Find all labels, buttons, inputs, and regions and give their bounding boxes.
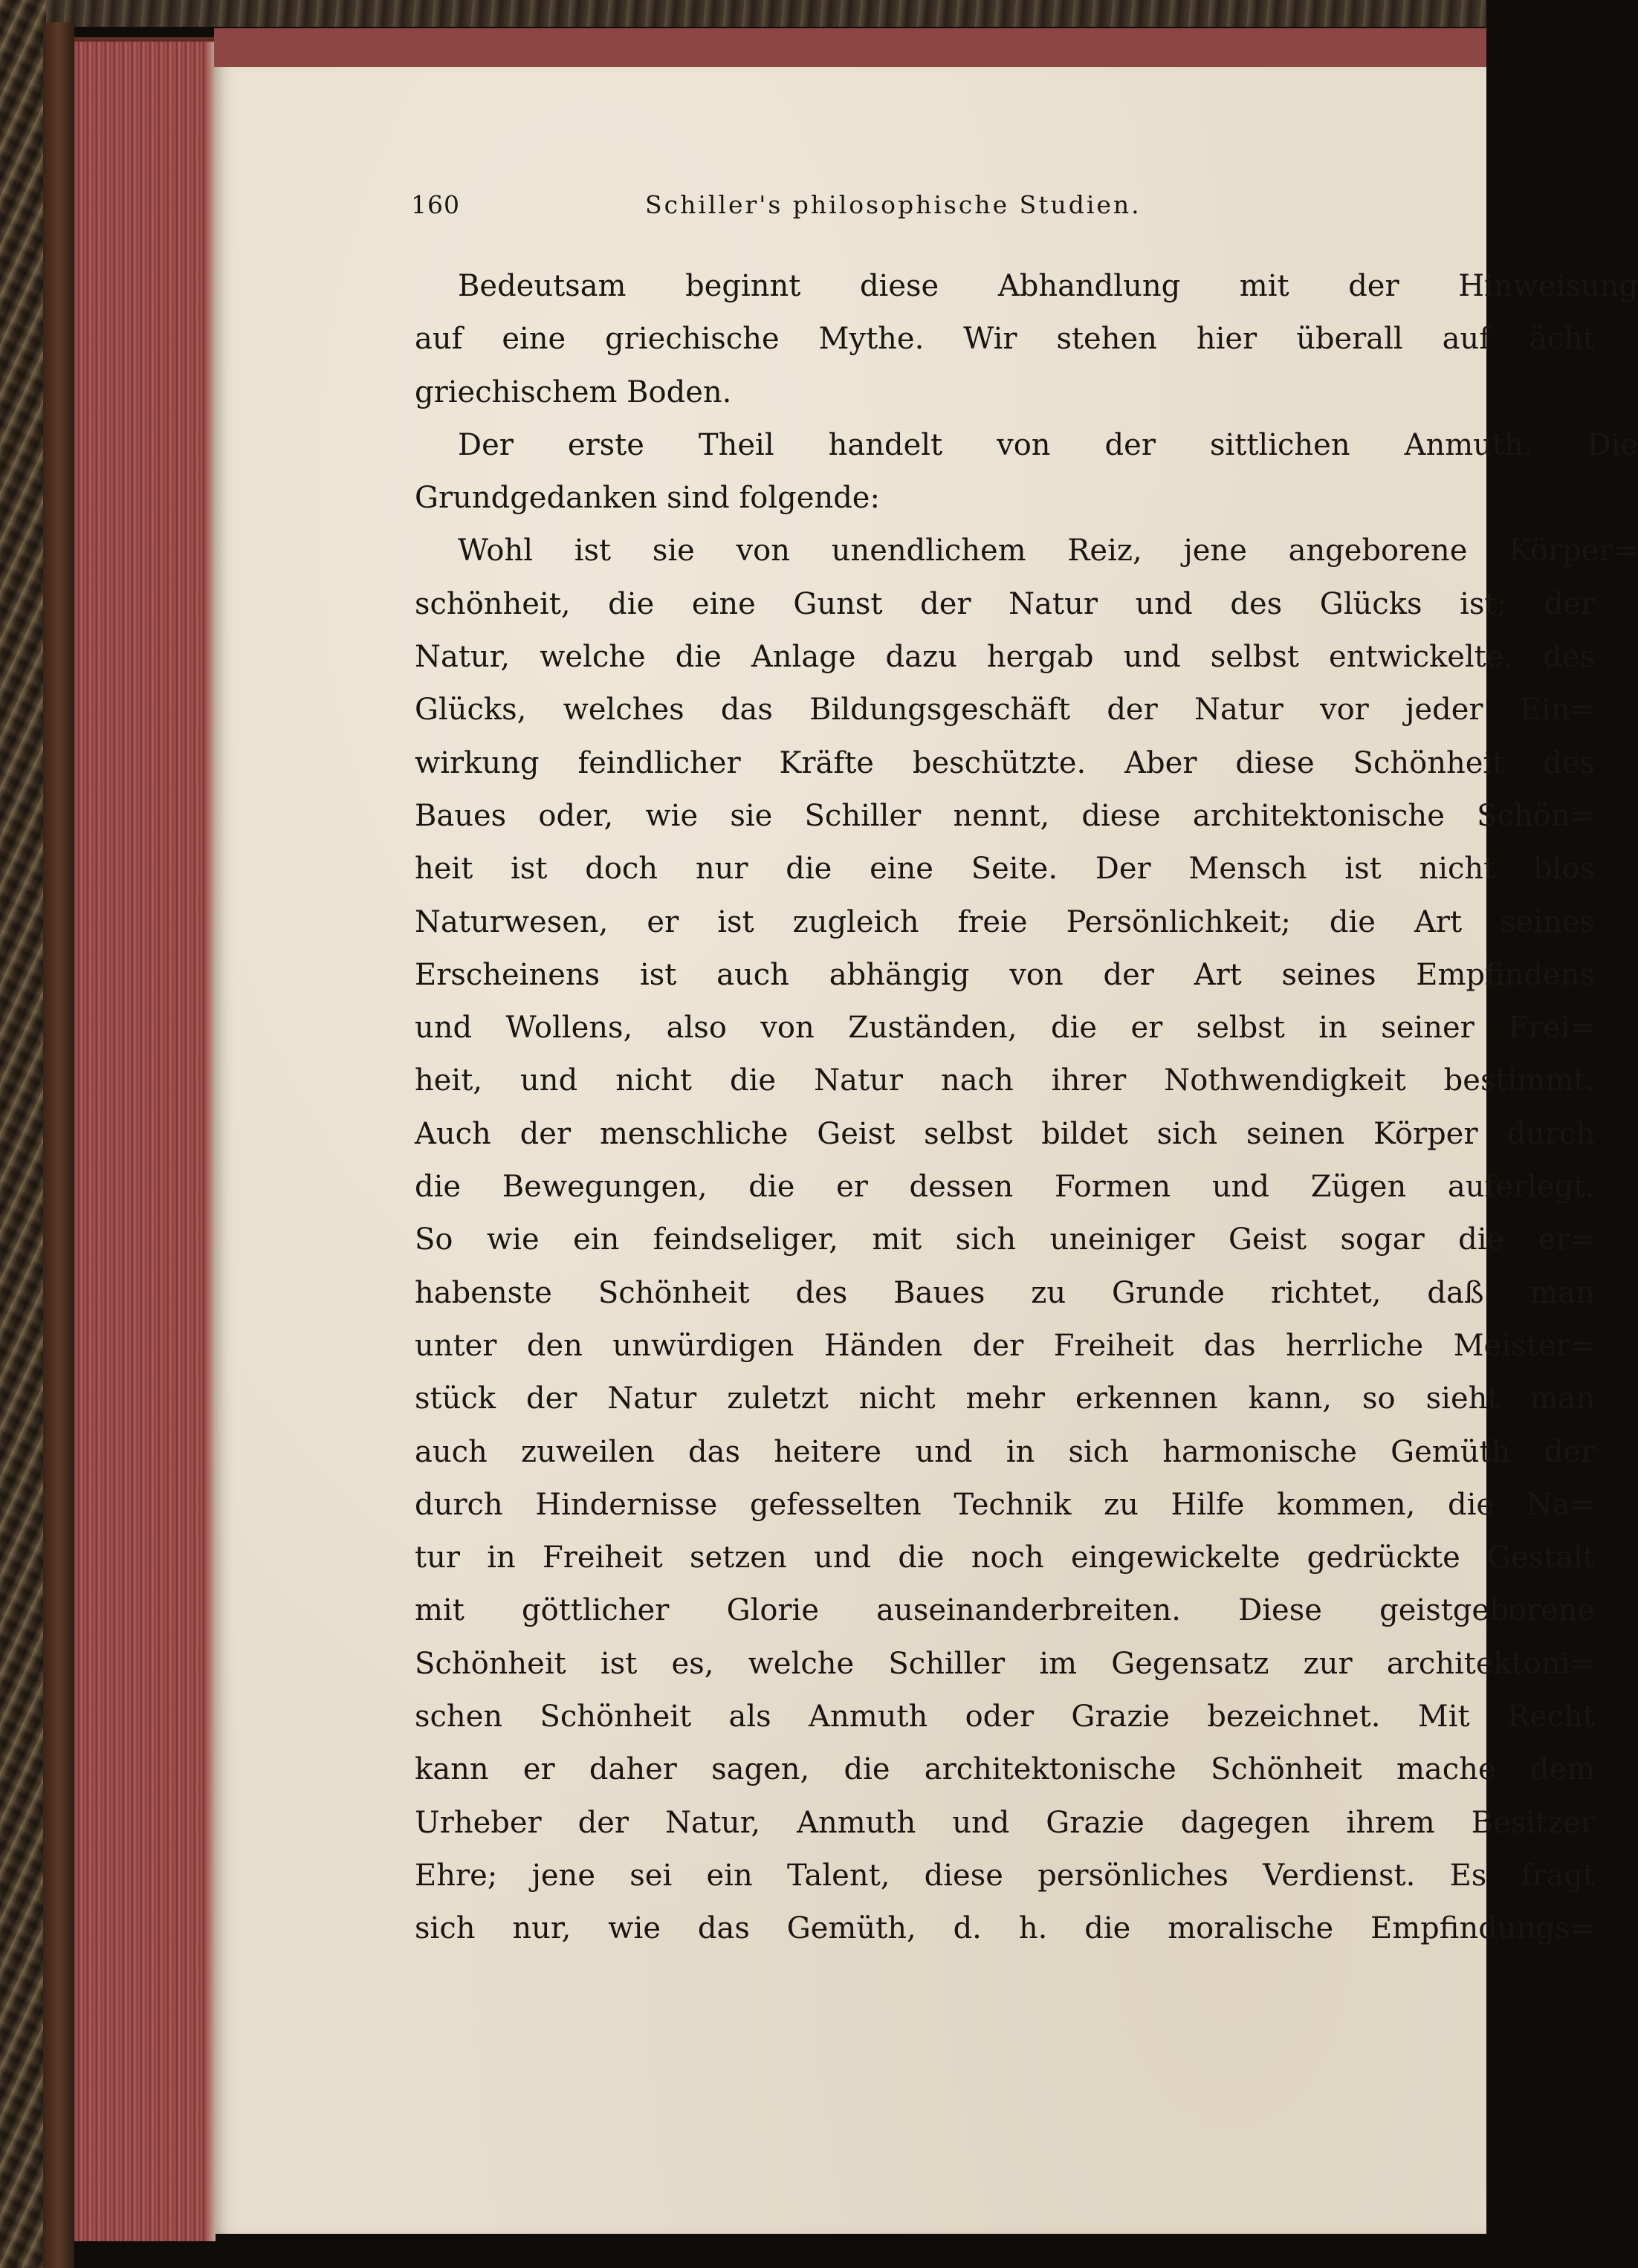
text-line: heit, und nicht die Natur nach ihrer Nothwendigkeit bestimmt.	[415, 1063, 1595, 1098]
text-line: Schönheit ist es, welche Schiller im Gegensatz zur architektoni=	[415, 1646, 1595, 1681]
text-line: unter den unwürdigen Händen der Freiheit das herrliche Meister=	[415, 1328, 1595, 1363]
text-line: Auch der menschliche Geist selbst bildet sich seinen Körper durch	[415, 1116, 1595, 1151]
marbled-cover	[0, 0, 46, 2268]
text-line: Baues oder, wie sie Schiller nennt, diese architektonische Schön=	[415, 798, 1595, 833]
text-line: auch zuweilen das heitere und in sich harmonische Gemüth der	[415, 1434, 1595, 1469]
text-line: Ehre; jene sei ein Talent, diese persönliches Verdienst. Es fragt	[415, 1858, 1595, 1893]
text-line: stück der Natur zuletzt nicht mehr erkennen kann, so sieht man	[415, 1381, 1595, 1416]
marbled-top-edge	[46, 0, 1486, 27]
running-title: Schiller's philosophische Studien.	[645, 190, 1142, 219]
text-line: So wie ein feindseliger, mit sich uneiniger Geist sogar die er=	[415, 1222, 1595, 1257]
red-page-edges	[74, 37, 216, 2241]
book-page	[214, 65, 1638, 2234]
text-line: Bedeutsam beginnt diese Abhandlung mit der Hinweisung	[458, 269, 1638, 303]
text-line: schen Schönheit als Anmuth oder Grazie bezeichnet. Mit Recht	[415, 1700, 1595, 1734]
text-line: heit ist doch nur die eine Seite. Der Mensch ist nicht blos	[415, 852, 1595, 887]
text-line: durch Hindernisse gefesselten Technik zu Hilfe kommen, die Na=	[415, 1487, 1595, 1522]
book-board-edge	[43, 22, 74, 2268]
text-line: griechischem Boden.	[415, 375, 732, 409]
text-line: die Bewegungen, die er dessen Formen und Zügen auferlegt.	[415, 1170, 1595, 1205]
text-line: schönheit, die eine Gunst der Natur und des Glücks ist; der	[415, 586, 1595, 621]
text-line: tur in Freiheit setzen und die noch eingewickelte gedrückte Gestalt	[415, 1540, 1595, 1575]
text-line: kann er daher sagen, die architektonische Schönheit mache dem	[415, 1752, 1595, 1787]
body-text	[415, 260, 1638, 1956]
text-line: und Wollens, also von Zuständen, die er selbst in seiner Frei=	[415, 1011, 1595, 1046]
text-line: auf eine griechische Mythe. Wir stehen hier überall auf ächt	[415, 322, 1595, 357]
text-line: Glücks, welches das Bildungsgeschäft der Natur vor jeder Ein=	[415, 693, 1595, 728]
text-line: mit göttlicher Glorie auseinanderbreiten. Diese geistgeborene	[415, 1593, 1595, 1628]
page-number: 160	[411, 190, 460, 219]
text-line: Der erste Theil handelt von der sittlichen Anmuth. Die	[458, 427, 1638, 462]
text-line: Erscheinens ist auch abhängig von der Art seines Empfindens	[415, 957, 1595, 992]
text-line: Wohl ist sie von unendlichem Reiz, jene angeborene Körper=	[458, 534, 1638, 568]
text-line: Naturwesen, er ist zugleich freie Persönlichkeit; die Art seines	[415, 904, 1595, 939]
text-line: Natur, welche die Anlage dazu hergab und selbst entwickelte, des	[415, 640, 1595, 675]
page-header	[411, 190, 1377, 232]
text-line: wirkung feindlicher Kräfte beschützte. Aber diese Schönheit des	[415, 745, 1595, 780]
text-line: habenste Schönheit des Baues zu Grunde richtet, daß man	[415, 1275, 1595, 1310]
text-line: Urheber der Natur, Anmuth und Grazie dagegen ihrem Besitzer	[415, 1805, 1595, 1840]
text-line: Grundgedanken sind folgende:	[415, 481, 880, 516]
text-line: sich nur, wie das Gemüth, d. h. die moralische Empfindungs=	[415, 1911, 1595, 1946]
